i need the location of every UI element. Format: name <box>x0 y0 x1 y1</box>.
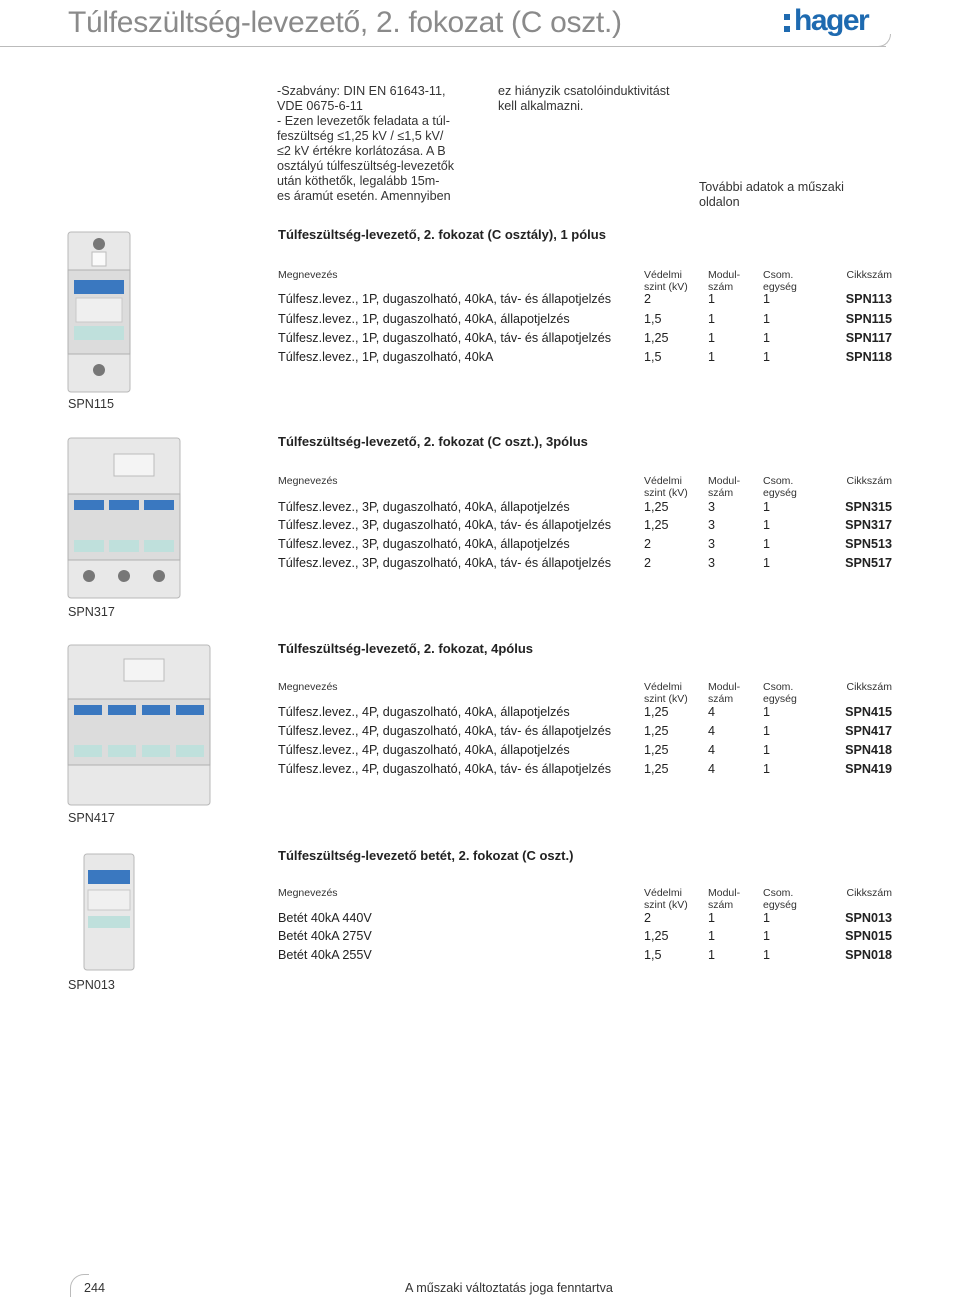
section-title-4p: Túlfeszültség-levezető, 2. fokozat, 4pólus <box>278 641 533 656</box>
article-number: SPN015 <box>845 929 892 943</box>
header-name: Megnevezés <box>278 887 338 899</box>
section-title-insert: Túlfeszültség-levezető betét, 2. fokozat (C oszt.) <box>278 848 574 863</box>
product-image-spn013 <box>80 850 140 975</box>
article-number: SPN113 <box>845 292 892 306</box>
article-number: SPN317 <box>845 518 892 532</box>
header-csom: Csom. egység <box>763 269 797 293</box>
pack-unit: 1 <box>763 724 771 738</box>
pack-unit: 1 <box>763 705 771 719</box>
header-divider <box>0 46 886 47</box>
table-row <box>278 946 892 965</box>
pack-unit: 1 <box>763 500 771 514</box>
product-image-spn115 <box>64 230 134 395</box>
section-title-3p: Túlfeszültség-levezető, 2. fokozat (C oszt.), 3pólus <box>278 434 588 449</box>
intro-text-col3: További adatok a műszaki oldalon <box>699 180 844 209</box>
article-number: SPN018 <box>845 948 892 962</box>
section-title-1p: Túlfeszültség-levezető, 2. fokozat (C osztály), 1 pólus <box>278 227 606 242</box>
header-divider-curve <box>874 34 891 47</box>
article-number: SPN315 <box>845 500 892 514</box>
header-cikk: Cikkszám <box>846 269 892 281</box>
header-csom: Csom. egység <box>763 887 797 911</box>
protection-level: 1,25 <box>644 743 669 757</box>
product-name: Túlfesz.levez., 3P, dugaszolható, 40kA, táv- és állapotjelzés <box>278 518 611 532</box>
pack-unit: 1 <box>763 292 771 306</box>
product-image-spn317 <box>64 436 184 601</box>
hager-logo <box>780 6 880 42</box>
product-name: Túlfesz.levez., 1P, dugaszolható, 40kA, táv- és állapotjelzés <box>278 292 611 306</box>
product-name: Túlfesz.levez., 4P, dugaszolható, 40kA, táv- és állapotjelzés <box>278 762 611 776</box>
product-name: Túlfesz.levez., 4P, dugaszolható, 40kA, táv- és állapotjelzés <box>278 724 611 738</box>
article-number: SPN418 <box>845 743 892 757</box>
protection-level: 2 <box>644 911 652 925</box>
module-count: 1 <box>708 929 716 943</box>
table-row <box>278 554 892 573</box>
pack-unit: 1 <box>763 518 771 532</box>
article-number: SPN417 <box>845 724 892 738</box>
header-modul: Modul- szám <box>708 269 741 293</box>
header-vedelmi: Védelmi szint (kV) <box>644 887 688 911</box>
module-count: 3 <box>708 500 716 514</box>
header-csom: Csom. egység <box>763 475 797 499</box>
pack-unit: 1 <box>763 762 771 776</box>
logo-text: hager <box>794 4 869 37</box>
product-name: Túlfesz.levez., 4P, dugaszolható, 40kA, állapotjelzés <box>278 743 570 757</box>
header-vedelmi: Védelmi szint (kV) <box>644 475 688 499</box>
protection-level: 1,25 <box>644 500 669 514</box>
protection-level: 2 <box>644 292 652 306</box>
image-caption-3p: SPN317 <box>68 605 115 619</box>
product-name: Túlfesz.levez., 3P, dugaszolható, 40kA, állapotjelzés <box>278 500 570 514</box>
article-number: SPN415 <box>845 705 892 719</box>
table-row <box>278 290 892 309</box>
product-image-spn417 <box>64 643 214 808</box>
pack-unit: 1 <box>763 929 771 943</box>
image-caption-insert: SPN013 <box>68 978 115 992</box>
header-cikk: Cikkszám <box>846 887 892 899</box>
table-row <box>278 722 892 741</box>
article-number: SPN513 <box>845 537 892 551</box>
table-row <box>278 909 892 928</box>
module-count: 4 <box>708 724 716 738</box>
pack-unit: 1 <box>763 331 771 345</box>
product-name: Betét 40kA 255V <box>278 948 372 962</box>
table-row <box>278 329 892 348</box>
table-row <box>278 535 892 554</box>
product-name: Betét 40kA 440V <box>278 911 372 925</box>
header-name: Megnevezés <box>278 269 338 281</box>
header-modul: Modul- szám <box>708 475 741 499</box>
product-name: Betét 40kA 275V <box>278 929 372 943</box>
protection-level: 1,25 <box>644 518 669 532</box>
pack-unit: 1 <box>763 350 771 364</box>
module-count: 1 <box>708 911 716 925</box>
pack-unit: 1 <box>763 312 771 326</box>
protection-level: 1,25 <box>644 929 669 943</box>
header-vedelmi: Védelmi szint (kV) <box>644 269 688 293</box>
header-modul: Modul- szám <box>708 887 741 911</box>
header-csom: Csom. egység <box>763 681 797 705</box>
article-number: SPN117 <box>845 331 892 345</box>
product-name: Túlfesz.levez., 3P, dugaszolható, 40kA, állapotjelzés <box>278 537 570 551</box>
module-count: 1 <box>708 948 716 962</box>
logo-dot-top <box>784 14 790 20</box>
module-count: 3 <box>708 537 716 551</box>
article-number: SPN118 <box>845 350 892 364</box>
header-modul: Modul- szám <box>708 681 741 705</box>
table-row <box>278 498 892 517</box>
table-row <box>278 741 892 760</box>
pack-unit: 1 <box>763 911 771 925</box>
article-number: SPN517 <box>845 556 892 570</box>
protection-level: 1,25 <box>644 724 669 738</box>
page-title: Túlfeszültség-levezető, 2. fokozat (C oszt.) <box>68 6 622 39</box>
module-count: 1 <box>708 350 716 364</box>
module-count: 3 <box>708 518 716 532</box>
product-name: Túlfesz.levez., 1P, dugaszolható, 40kA, táv- és állapotjelzés <box>278 331 611 345</box>
article-number: SPN013 <box>845 911 892 925</box>
module-count: 4 <box>708 762 716 776</box>
protection-level: 2 <box>644 556 652 570</box>
intro-text-col1: -Szabvány: DIN EN 61643-11, VDE 0675-6-11 - Ezen levezetők feladata a túl- feszültség ≤1,25 kV / ≤1,5 kV/ ≤2 kV értékre korlátozása. A B osztályú túlfeszültség-levezetők után köthetők, legalább 15m- es áramút esetén. Amennyiben <box>277 84 455 203</box>
header-cikk: Cikkszám <box>846 681 892 693</box>
protection-level: 1,25 <box>644 762 669 776</box>
article-number: SPN115 <box>845 312 892 326</box>
article-number: SPN419 <box>845 762 892 776</box>
module-count: 1 <box>708 292 716 306</box>
module-count: 3 <box>708 556 716 570</box>
header-vedelmi: Védelmi szint (kV) <box>644 681 688 705</box>
product-name: Túlfesz.levez., 1P, dugaszolható, 40kA <box>278 350 494 364</box>
page-number: 244 <box>84 1281 106 1295</box>
protection-level: 2 <box>644 537 652 551</box>
pack-unit: 1 <box>763 948 771 962</box>
intro-text-col2: ez hiányzik csatolóinduktivitást kell alkalmazni. <box>498 84 670 113</box>
header-cikk: Cikkszám <box>846 475 892 487</box>
module-count: 4 <box>708 705 716 719</box>
pack-unit: 1 <box>763 743 771 757</box>
table-row <box>278 703 892 722</box>
header-name: Megnevezés <box>278 681 338 693</box>
logo-dot-bottom <box>784 26 790 32</box>
table-row <box>278 310 892 329</box>
table-row <box>278 760 892 779</box>
protection-level: 1,25 <box>644 705 669 719</box>
product-name: Túlfesz.levez., 4P, dugaszolható, 40kA, állapotjelzés <box>278 705 570 719</box>
table-row <box>278 348 892 367</box>
image-caption-1p: SPN115 <box>68 397 114 411</box>
footer-notice: A műszaki változtatás joga fenntartva <box>405 1281 613 1295</box>
pack-unit: 1 <box>763 537 771 551</box>
module-count: 4 <box>708 743 716 757</box>
protection-level: 1,5 <box>644 312 662 326</box>
header-name: Megnevezés <box>278 475 338 487</box>
table-row <box>278 927 892 946</box>
image-caption-4p: SPN417 <box>68 811 115 825</box>
protection-level: 1,5 <box>644 948 662 962</box>
table-row <box>278 516 892 535</box>
protection-level: 1,25 <box>644 331 669 345</box>
product-name: Túlfesz.levez., 3P, dugaszolható, 40kA, táv- és állapotjelzés <box>278 556 611 570</box>
pack-unit: 1 <box>763 556 771 570</box>
protection-level: 1,5 <box>644 350 662 364</box>
product-name: Túlfesz.levez., 1P, dugaszolható, 40kA, állapotjelzés <box>278 312 570 326</box>
module-count: 1 <box>708 312 716 326</box>
module-count: 1 <box>708 331 716 345</box>
